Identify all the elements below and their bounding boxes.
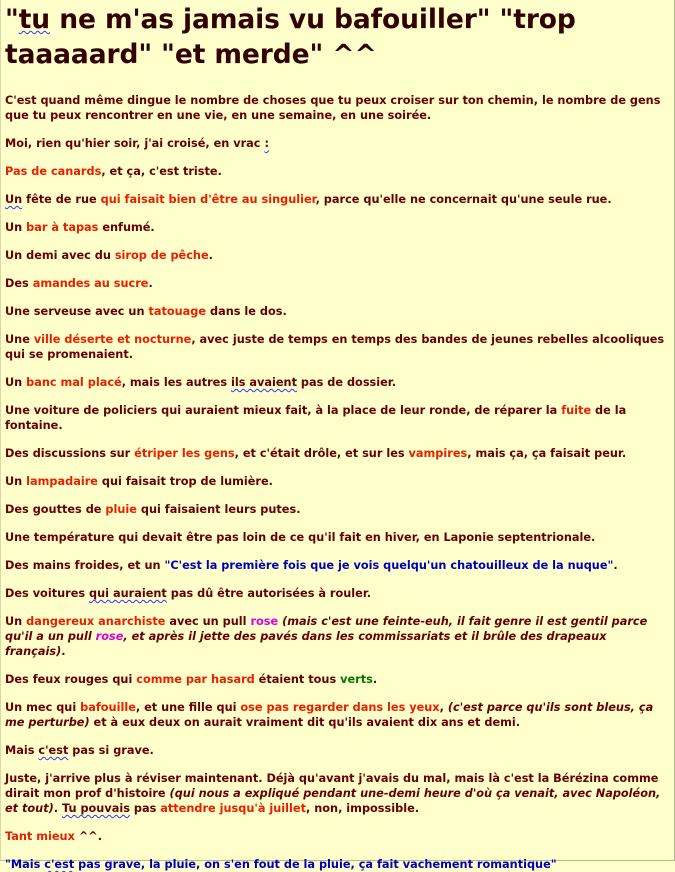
- text: Un: [5, 475, 27, 488]
- text: , et une fille qui: [135, 701, 241, 714]
- paragraph: [5, 276, 670, 291]
- italic-aside: , et après il jette des pavés dans les commissariats et il brûle des drapeaux français): [5, 630, 607, 658]
- text: Des gouttes de: [5, 503, 106, 516]
- text: dans le dos.: [206, 305, 287, 318]
- paragraph: [5, 332, 670, 362]
- paragraph: [5, 192, 670, 207]
- text: .: [61, 645, 66, 658]
- text: Une serveuse avec un: [5, 305, 149, 318]
- paragraph: [5, 220, 670, 235]
- text: , mais les autres: [121, 376, 231, 389]
- highlight-red: fuite: [561, 404, 592, 417]
- highlight-red: ose pas regarder dans les yeux: [240, 701, 440, 714]
- highlight-pink: rose: [250, 615, 279, 628]
- paragraph: [5, 375, 670, 390]
- paragraph: [5, 672, 670, 687]
- paragraph: [5, 614, 670, 659]
- paragraph: [5, 248, 670, 263]
- highlight-red: sirop de pêche: [114, 249, 209, 262]
- highlight-red: banc mal placé: [26, 376, 122, 389]
- highlight-red: comme par hasard: [136, 673, 255, 686]
- text: Des discussions sur: [5, 447, 135, 460]
- paragraph: [5, 136, 670, 151]
- text: Un: [5, 376, 27, 389]
- spellcheck-word: :: [264, 137, 269, 150]
- text: pas grave, la pluie, on s'en fout de la pluie, ça fait vachement romantique": [74, 858, 557, 871]
- spellcheck-word: qui auraient: [89, 587, 167, 600]
- highlight-red: bar à tapas: [26, 221, 99, 234]
- text: .: [148, 277, 153, 290]
- paragraph: [5, 700, 670, 730]
- paragraph: Une température qui devait être pas loin de ce qu'il fait en hiver, en Laponie septentrionale.: [5, 531, 596, 544]
- paragraph: [5, 586, 670, 601]
- highlight-red: qui faisait bien d'être au singulier: [100, 193, 316, 206]
- text: Une voiture de policiers qui auraient mieux fait, à la place de leur ronde, de réparer la: [5, 404, 562, 417]
- spellcheck-word: c'est: [38, 744, 69, 757]
- text: .: [613, 559, 618, 572]
- text: pas dû être autorisées à rouler.: [166, 587, 372, 600]
- highlight-red: vampires: [408, 447, 468, 460]
- paragraph-quote: [5, 857, 670, 872]
- paragraph: [5, 446, 670, 461]
- post-body: [1, 93, 674, 872]
- paragraph: [5, 502, 670, 517]
- text: avec un pull: [165, 615, 251, 628]
- spellcheck-word: c'est: [44, 858, 75, 871]
- highlight-red: ville déserte et nocturne: [33, 333, 192, 346]
- text: enfumé.: [98, 221, 155, 234]
- text: de la fontaine.: [5, 404, 627, 432]
- text: Juste, j'arrive plus à réviser maintenant. Déjà qu'avant j'avais du mal, mais là c'est la Bérézina comme dirait mon prof d'histoire: [5, 772, 659, 800]
- text: Moi, rien qu'hier soir, j'ai croisé, en vrac: [5, 137, 265, 150]
- text: ,: [439, 701, 448, 714]
- highlight-red: dangereux anarchiste: [26, 615, 166, 628]
- text: et à eux deux on aurait vraiment dit qu'ils avaient dix ans et demi.: [89, 716, 521, 729]
- spellcheck-word: Un: [5, 193, 23, 206]
- text: pas si grave.: [68, 744, 154, 757]
- text: , et c'était drôle, et sur les: [234, 447, 409, 460]
- text: Une: [5, 333, 34, 346]
- text: , non, impossible.: [306, 802, 420, 815]
- text: .: [208, 249, 213, 262]
- text: "Mais: [5, 858, 45, 871]
- title-spellcheck-word: tu: [18, 4, 51, 35]
- highlight-red: lampadaire: [26, 475, 98, 488]
- text: Des voitures: [5, 587, 90, 600]
- text: , mais ça, ça faisait peur.: [467, 447, 627, 460]
- text: pas: [129, 802, 161, 815]
- highlight-red: amandes au sucre: [32, 277, 149, 290]
- text: qui faisaient leurs putes.: [136, 503, 301, 516]
- text: qui faisait trop de lumière.: [97, 475, 273, 488]
- text: , et ça, c'est triste.: [101, 165, 222, 178]
- text: Des: [5, 277, 33, 290]
- text: .: [372, 673, 378, 686]
- paragraph: [5, 743, 670, 758]
- text: pas de dossier.: [296, 376, 397, 389]
- text: Un demi avec du: [5, 249, 115, 262]
- highlight-red: pluie: [105, 503, 137, 516]
- text: , avec juste de temps en temps des bandes de jeunes rebelles alcooliques qui se promenaient.: [5, 333, 665, 361]
- italic-aside: (mais c'est une feinte-euh, il fait genre il est gentil parce qu'il a un pull: [5, 615, 648, 643]
- paragraph: [5, 403, 670, 433]
- highlight-red: tatouage: [148, 305, 207, 318]
- text: étaient tous: [254, 673, 341, 686]
- highlight-red: bafouille: [80, 701, 136, 714]
- highlight-red: Tant mieux: [5, 830, 75, 843]
- post-title: "tu ne m'as jamais vu bafouiller" "trop taaaaard" "et merde" ^^: [5, 4, 576, 70]
- text: Un: [5, 221, 27, 234]
- highlight-blue: "C'est la première fois que je vois quelqu'un chatouilleux de la nuque": [164, 559, 614, 572]
- text: , parce qu'elle ne concernait qu'une seule rue.: [315, 193, 612, 206]
- italic-aside: (c'est parce qu'ils sont bleus, ça me perturbe): [5, 701, 654, 729]
- highlight-red: attendre jusqu'à juillet: [160, 802, 306, 815]
- text: fête de rue: [22, 193, 101, 206]
- text: Un: [5, 615, 27, 628]
- text: Un mec qui: [5, 701, 81, 714]
- paragraph: [5, 771, 670, 816]
- highlight-green: verts: [340, 673, 373, 686]
- text: ^^.: [74, 830, 103, 843]
- text: Des mains froides, et un: [5, 559, 165, 572]
- paragraph: C'est quand même dingue le nombre de choses que tu peux croiser sur ton chemin, le nombre de gens que tu peux rencontrer en une vie, en une semaine, en une soirée.: [5, 94, 661, 122]
- highlight-pink: rose: [95, 630, 124, 643]
- text: Des feux rouges qui: [5, 673, 137, 686]
- text: Mais: [5, 744, 39, 757]
- spellcheck-word: Tu pouvais: [62, 802, 130, 815]
- paragraph: [5, 558, 670, 573]
- paragraph: [5, 829, 670, 844]
- highlight-red: étriper les gens: [134, 447, 235, 460]
- title-text: ne m'as jamais vu bafouiller" "trop taaaaard" "et merde" ^^: [5, 4, 576, 70]
- paragraph: [5, 164, 670, 179]
- paragraph: [5, 304, 670, 319]
- text: .: [53, 802, 62, 815]
- italic-aside: (qui nous a expliqué pendant une-demi heure d'où ça venait, avec Napoléon, et tout): [5, 787, 661, 815]
- spellcheck-word: ils avaient: [230, 376, 297, 389]
- highlight-red: Pas de canards: [5, 165, 102, 178]
- paragraph: [5, 474, 670, 489]
